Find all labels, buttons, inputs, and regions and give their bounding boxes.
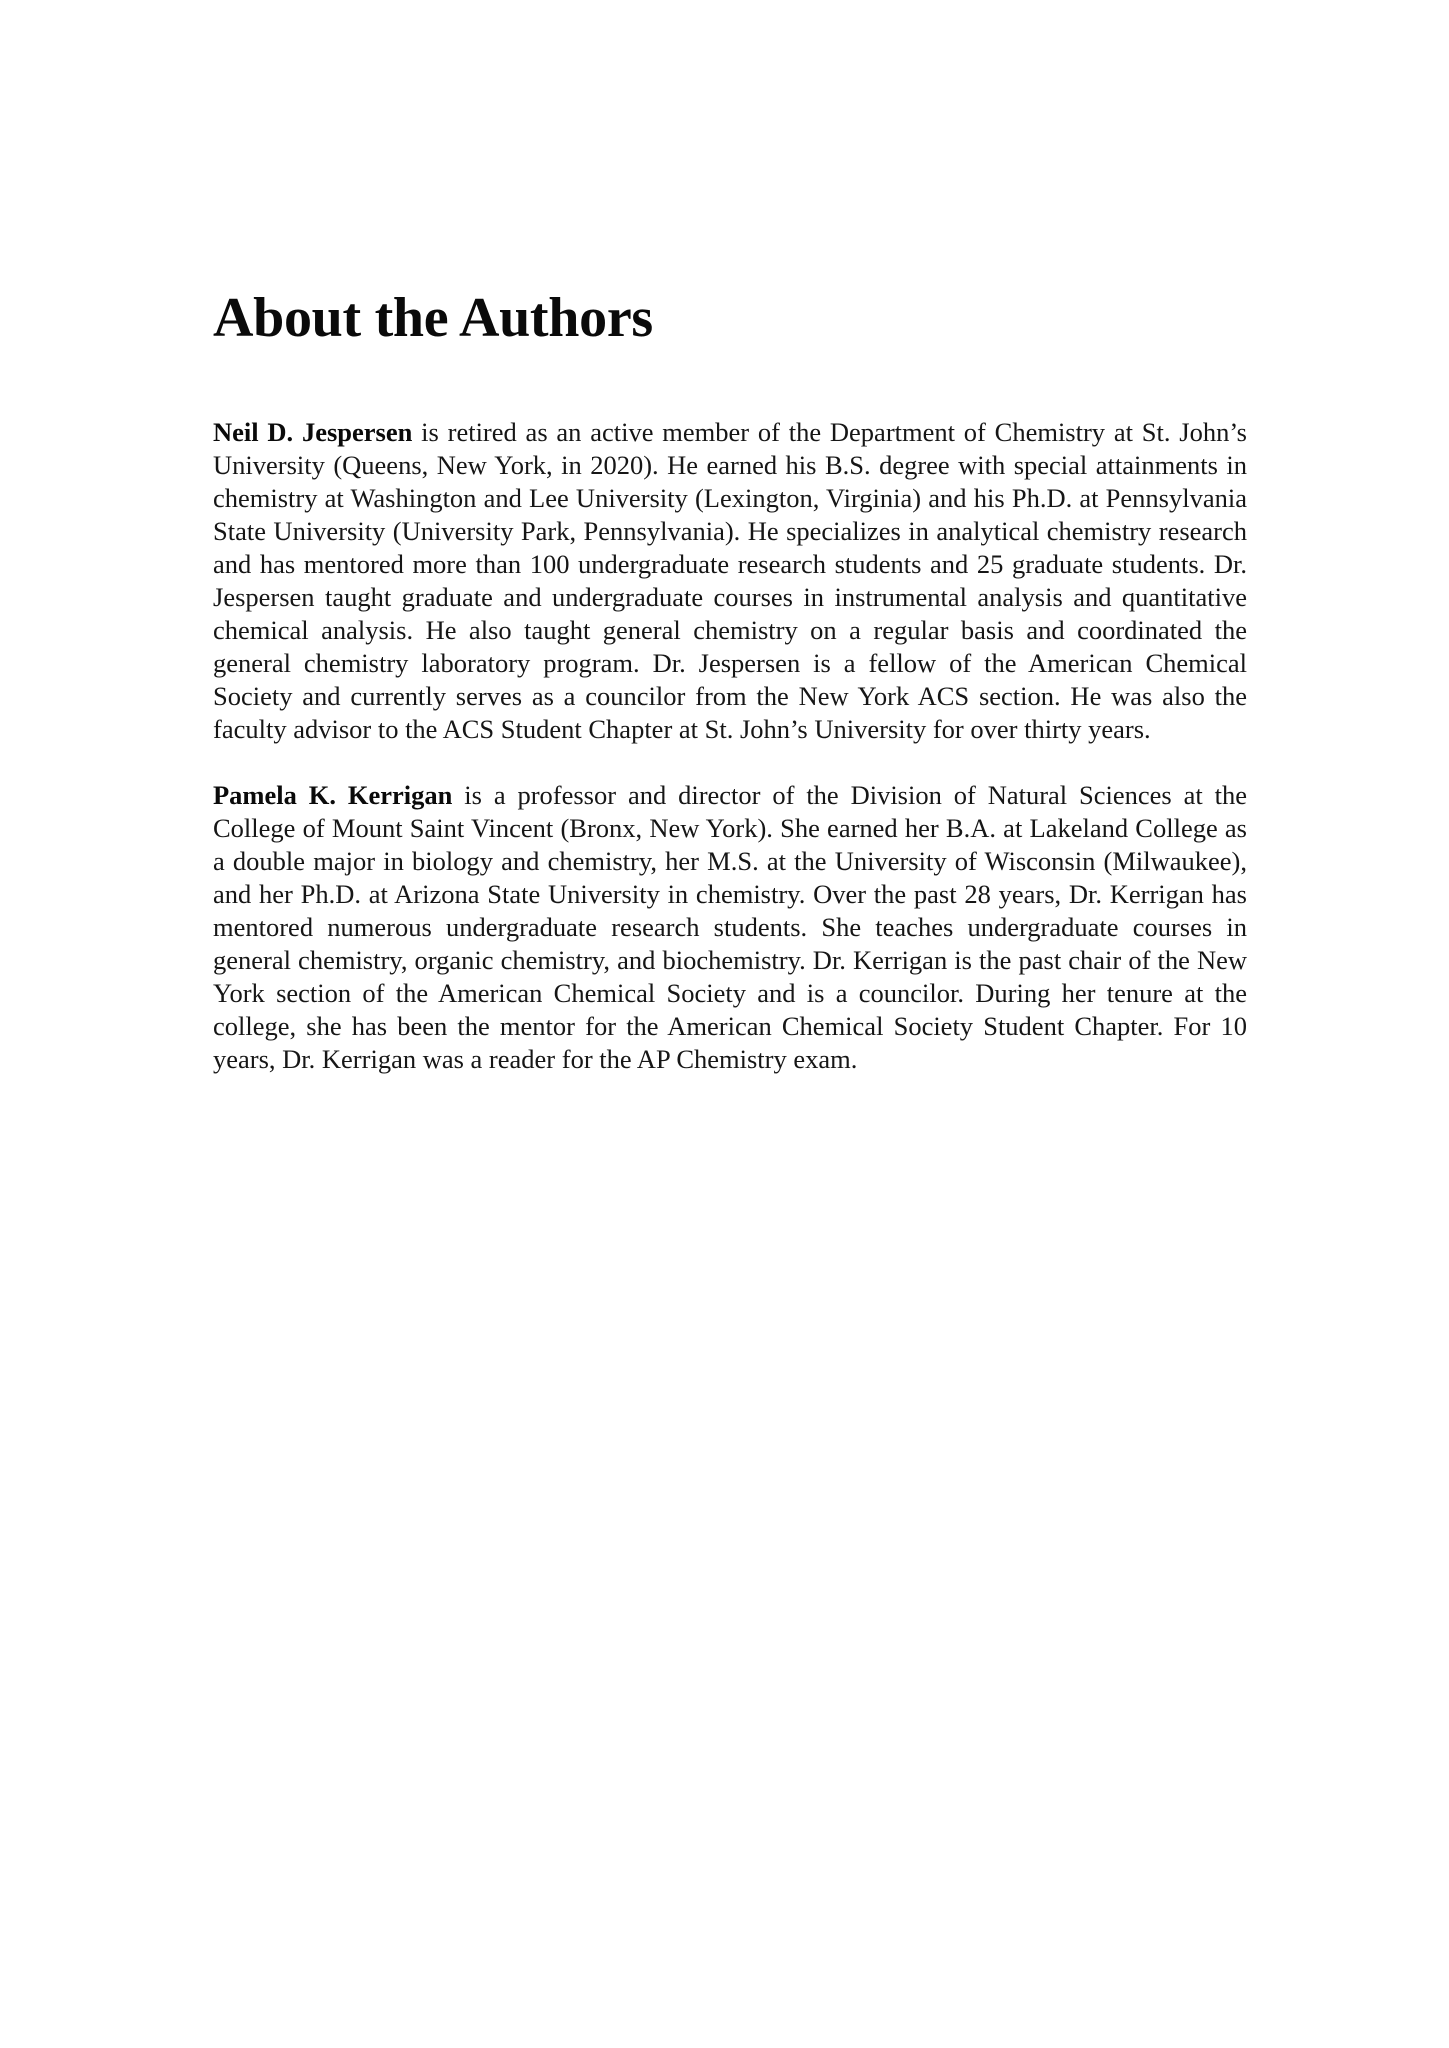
author-bio-jespersen — [213, 416, 1247, 746]
author-bio-text-kerrigan: is a professor and director of the Division of Natural Sciences at the College of Mount Saint Vincent (Bronx, New York). She earned her B.A. at Lakeland College as a double major in biology and chemistry, her M.S. at the University of Wisconsin (Milwaukee), and her Ph.D. at Arizona State University in chemistry. Over the past 28 years, Dr. Kerrigan has mentored numerous undergraduate research students. She teaches undergraduate courses in general chemistry, organic chemistry, and biochemistry. Dr. Kerrigan is the past chair of the New York section of the American Chemical Society and is a councilor. During her tenure at the college, she has been the mentor for the American Chemical Society Student Chapter. For 10 years, Dr. Kerrigan was a reader for the AP Chemistry exam. — [213, 780, 1247, 1074]
author-name-jespersen: Neil D. Jespersen — [213, 417, 413, 447]
author-bio-text-jespersen: is retired as an active member of the Department of Chemistry at St. John’s University (Queens, New York, in 2020). He earned his B.S. degree with special attainments in chemistry at Washington and Lee University (Lexington, Virginia) and his Ph.D. at Pennsylvania State University (University Park, Pennsylvania). He specializes in analytical chemistry research and has mentored more than 100 undergraduate research students and 25 graduate students. Dr. Jespersen taught graduate and undergraduate courses in instrumental analysis and quantitative chemical analysis. He also taught general chemistry on a regular basis and coordinated the general chemistry laboratory program. Dr. Jespersen is a fellow of the American Chemical Society and currently serves as a councilor from the New York ACS section. He was also the faculty advisor to the ACS Student Chapter at St. John’s University for over thirty years. — [213, 417, 1247, 744]
page-title: About the Authors — [213, 287, 653, 349]
author-name-kerrigan: Pamela K. Kerrigan — [213, 780, 453, 810]
author-bio-kerrigan — [213, 779, 1247, 1076]
page-content — [213, 282, 1247, 1076]
